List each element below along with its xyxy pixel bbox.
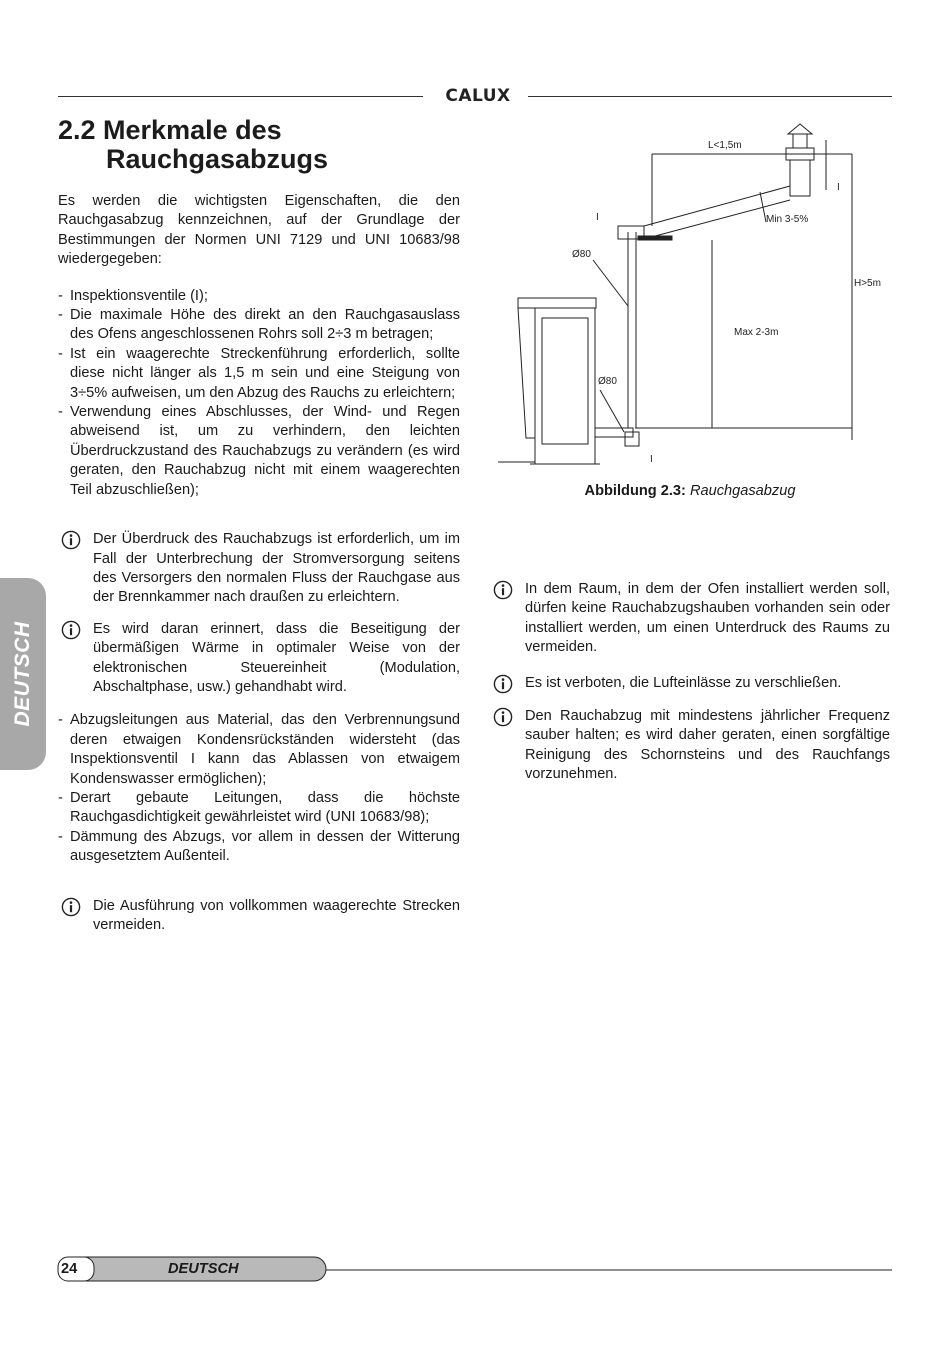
- requirements-list: [58, 287, 460, 500]
- diameter-label-top: Ø80: [572, 249, 591, 260]
- section-title-line1: 2.2 Merkmale des: [58, 115, 282, 145]
- length-label: L<1,5m: [708, 140, 742, 151]
- list-item: - Die maximale Höhe des direkt an den Rauchgasauslass des Ofens angeschlossenen Rohrs soll 2÷3 m betragen;: [58, 306, 460, 345]
- info-note: [490, 580, 890, 658]
- list-item: - Derart gebaute Leitungen, dass die höchste Rauchgasdichtigkeit gewährleistet wird (UNI 10683/98);: [58, 789, 460, 828]
- flue-diagram: [490, 120, 890, 470]
- slope-label: Min 3-5%: [766, 214, 809, 225]
- diameter-label-bottom: Ø80: [598, 376, 617, 387]
- list-item: - Ist ein waagerechte Streckenführung erforderlich, sollte diese nicht länger als 1,5 m sein und eine Steigung von 3÷5% aufweisen, um den Abzug des Rauchs zu erleichtern;: [58, 345, 460, 403]
- wall: [638, 236, 672, 240]
- info-note-text: Der Überdruck des Rauchabzugs ist erforderlich, um im Fall der Unterbrechung der Stromversorgung seitens des Versorgers den normalen Fluss der Rauchgase aus der Brennkammer nach draußen zu erleichtern.: [93, 531, 460, 606]
- chimney-cap: [788, 124, 812, 134]
- info-note: [490, 707, 890, 785]
- brand-logo: CALUX: [445, 86, 511, 106]
- side-tab-label: DEUTSCH: [11, 621, 34, 727]
- info-note-text: Es ist verboten, die Lufteinlässe zu verschließen.: [525, 674, 842, 691]
- info-note-text: Es wird daran erinnert, dass die Beseitigung der übermäßigen Wärme in optimaler Weise von der elektronischen Steuereinheit (Modulation, Abschaltphase, usw.) gehandhabt wird.: [93, 620, 460, 695]
- info-note-text: In dem Raum, in dem der Ofen installiert werden soll, dürfen keine Rauchabzugshauben vorhanden sein oder installiert werden, um einen Unterdruck des Raums zu vermeiden.: [525, 581, 890, 656]
- caption-prefix: Abbildung 2.3:: [584, 483, 686, 499]
- info-icon: [61, 530, 81, 550]
- inspection-tee-bottom: [625, 432, 639, 446]
- figure-caption: [540, 483, 840, 499]
- info-note: [58, 620, 460, 698]
- stove-window: [542, 318, 588, 444]
- caption-text: Rauchgasabzug: [689, 483, 796, 499]
- page-number: 24: [61, 1261, 78, 1277]
- language-side-tab: [0, 578, 46, 770]
- footer-label: DEUTSCH: [168, 1261, 239, 1277]
- stove-body: [535, 308, 595, 464]
- info-icon: [61, 897, 81, 917]
- left-column: [58, 192, 460, 935]
- inspection-label-top: I: [596, 212, 599, 223]
- header-rule-right: [528, 96, 892, 97]
- height-label: H>5m: [854, 278, 881, 289]
- info-icon: [493, 707, 513, 727]
- chimney-riser: [790, 160, 810, 196]
- info-note-text: Den Rauchabzug mit mindestens jährlicher Frequenz sauber halten; es wird daher geraten, einen sorgfältige Reinigung des Schornsteins und des Rauchfangs vorzunehmen.: [525, 708, 890, 783]
- stove-top: [518, 298, 596, 308]
- section-title-line2: Rauchgasabzugs: [106, 144, 329, 174]
- info-note-text: Die Ausführung von vollkommen waagerechte Strecken vermeiden.: [93, 897, 460, 933]
- info-note: [490, 674, 890, 693]
- list-item: - Dämmung des Abzugs, vor allem in dessen der Witterung ausgesetztem Außenteil.: [58, 828, 460, 867]
- info-icon: [493, 674, 513, 694]
- info-note: [58, 897, 460, 936]
- stove-front: [518, 308, 535, 438]
- info-icon: [493, 580, 513, 600]
- header-rule-left: [58, 96, 423, 97]
- list-item: - Inspektionsventile (I);: [58, 287, 460, 306]
- list-item: - Abzugsleitungen aus Material, das den Verbrennungsund deren etwaigen Kondensrückständen widersteht (das Inspektionsventil I kann das Ablassen von etwaigem Kondenswasser ermöglichen);: [58, 711, 460, 789]
- section-title: [58, 116, 328, 174]
- intro-paragraph: Es werden die wichtigsten Eigenschaften, die den Rauchgasabzug kennzeichnen, auf der Grundlage der Bestimmungen der Normen UNI 7129 und UNI 10683/98 wiedergegeben:: [58, 193, 460, 268]
- info-icon: [61, 620, 81, 640]
- inspection-label-bottom: I: [650, 454, 653, 465]
- inspection-label-right: I: [837, 182, 840, 193]
- max-label: Max 2-3m: [734, 327, 779, 338]
- right-column: [490, 580, 890, 785]
- info-note: [58, 530, 460, 608]
- materials-list: [58, 711, 460, 866]
- list-item: - Verwendung eines Abschlusses, der Wind- und Regen abweisend ist, um zu verhindern, den leichten Überdruckzustand des Rauchabzugs zu verändern (es wird geraten, den Rauchabzug nicht mit einem waagerechten Teil abzuschließen);: [58, 403, 460, 500]
